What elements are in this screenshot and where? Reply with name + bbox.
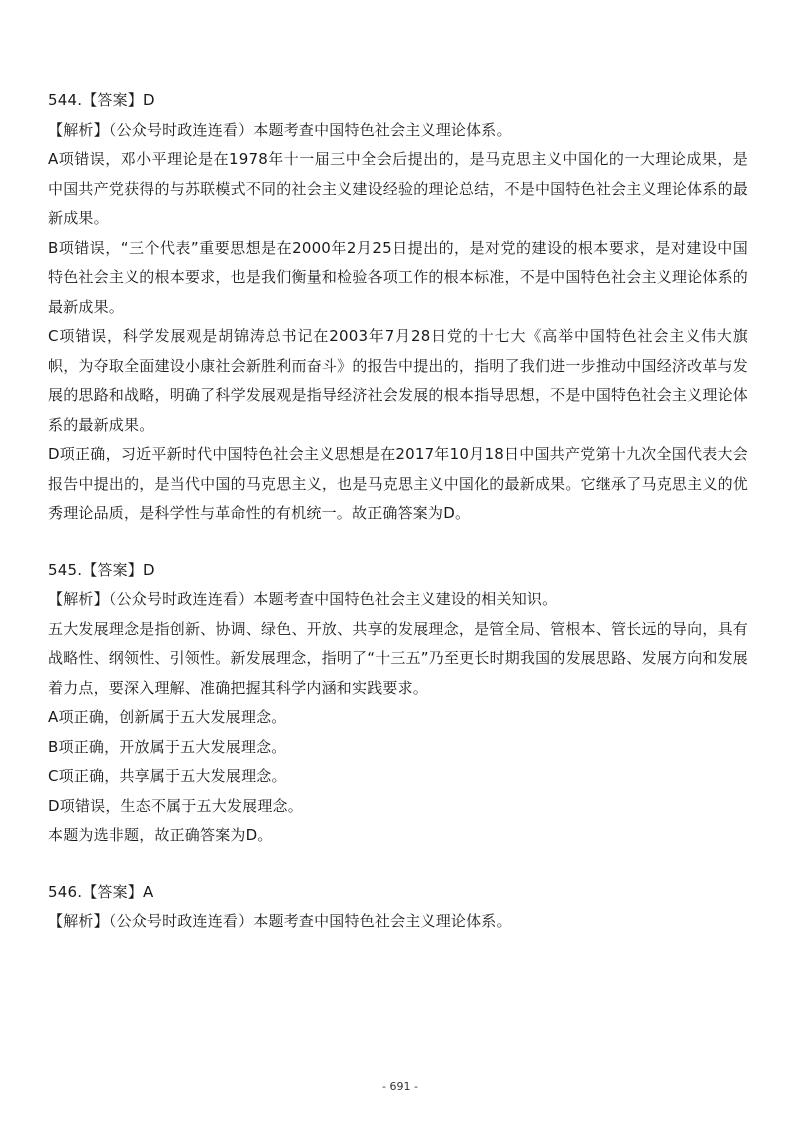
analysis-intro-545: 【解析】（公众号时政连连看）本题考查中国特色社会主义建设的相关知识。 <box>48 590 558 608</box>
section-gap <box>48 851 748 878</box>
answer-header-544: 544.【答案】D <box>48 91 155 109</box>
option-d-544: D项正确，习近平新时代中国特色社会主义思想是在2017年10月18日中国共产党第十九次全国代表大会报告中提出的，是当代中国的马克思主义，也是马克思主义中国化的最新成果。它继承了马克思主义的优秀理论品质，是科学性与革命性的有机统一。故正确答案为D。 <box>48 445 748 522</box>
conclusion-545: 本题为选非题，故正确答案为D。 <box>48 826 273 844</box>
option-a-544: A项错误，邓小平理论是在1978年十一届三中全会后提出的，是马克思主义中国化的一大理论成果，是中国共产党获得的与苏联模式不同的社会主义建设经验的理论总结，不是中国特色社会主义理论体系的最新成果。 <box>48 150 748 227</box>
question-546 <box>48 878 748 937</box>
page-content <box>48 86 748 937</box>
analysis-body-545: 五大发展理念是指创新、协调、绿色、开放、共享的发展理念，是管全局、管根本、管长远的导向，具有战略性、纲领性、引领性。新发展理念，指明了“十三五”乃至更长时期我国的发展思路、发展方向和发展着力点，要深入理解、准确把握其科学内涵和实践要求。 <box>48 619 748 697</box>
answer-header-545: 545.【答案】D <box>48 560 155 579</box>
option-b-545: B项正确，开放属于五大发展理念。 <box>48 737 287 756</box>
option-b-544: B项错误，“三个代表”重要思想是在2000年2月25日提出的，是对党的建设的根本要求，是对建设中国特色社会主义的根本要求，也是我们衡量和检验各项工作的根本标准，不是中国特色社会主义理论体系的最新成果。 <box>48 238 748 316</box>
question-545 <box>48 556 748 851</box>
analysis-intro-544: 【解析】（公众号时政连连看）本题考查中国特色社会主义理论体系。 <box>48 120 512 139</box>
page-number: - 691 - <box>382 1080 418 1093</box>
option-c-545: C项正确，共享属于五大发展理念。 <box>48 767 287 785</box>
option-a-545: A项正确，创新属于五大发展理念。 <box>48 708 287 726</box>
section-gap <box>48 529 748 556</box>
option-c-544: C项错误，科学发展观是胡锦涛总书记在2003年7月28日党的十七大《高举中国特色社会主义伟大旗帜，为夺取全面建设小康社会新胜利而奋斗》的报告中提出的，指明了我们进一步推动中国经济改革与发展的思路和战略，明确了科学发展观是指导经济社会发展的根本指导思想，不是中国特色社会主义理论体系的最新成果。 <box>48 327 748 434</box>
answer-header-546: 546.【答案】A <box>48 882 154 901</box>
option-d-545: D项错误，生态不属于五大发展理念。 <box>48 796 303 815</box>
analysis-intro-546: 【解析】（公众号时政连连看）本题考查中国特色社会主义理论体系。 <box>48 912 512 930</box>
question-544 <box>48 86 748 529</box>
